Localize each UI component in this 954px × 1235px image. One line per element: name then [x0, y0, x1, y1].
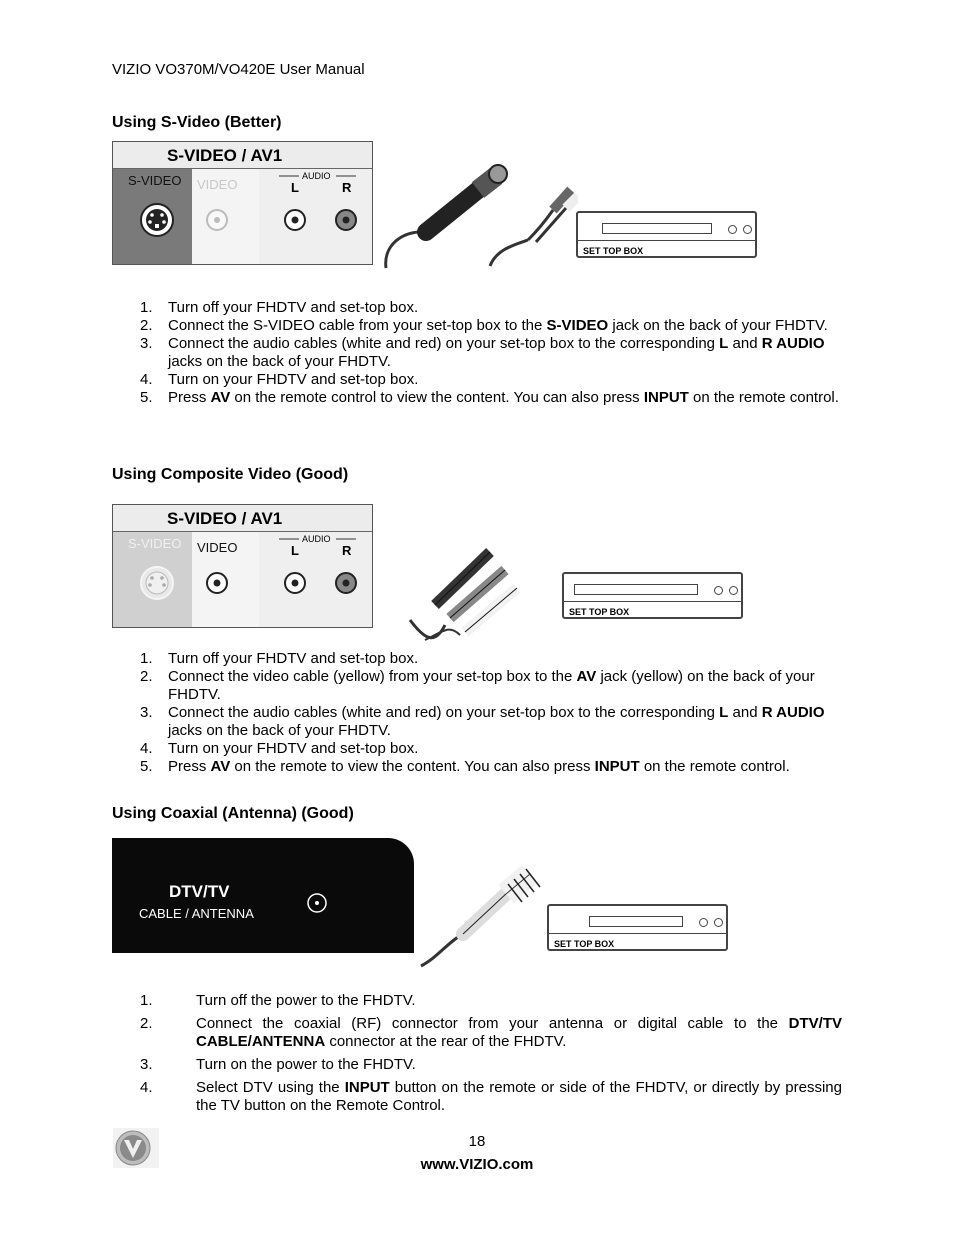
list-item: 1. Turn off the power to the FHDTV. — [140, 992, 416, 1009]
svideo-label: S-VIDEO — [128, 173, 182, 188]
list-item: 2. Connect the coaxial (RF) connector from your antenna or digital cable to the DTV/TV CABLE/ANTENNA connector at the rear of the FHDTV. — [140, 1015, 842, 1050]
panel-title: S-VIDEO / AV1 — [113, 142, 372, 169]
set-top-box-2 — [562, 572, 743, 619]
video-label: VIDEO — [197, 540, 238, 555]
audio-left-label: L — [291, 543, 299, 558]
section-title-svideo: Using S-Video (Better) — [112, 114, 282, 131]
list-item: 4. Turn on your FHDTV and set-top box. — [140, 740, 419, 757]
footer-url: www.VIZIO.com — [420, 1156, 534, 1173]
dtv-tv-label: DTV/TV — [169, 882, 230, 901]
panel-title: S-VIDEO / AV1 — [113, 505, 372, 532]
stb-knob — [729, 586, 738, 595]
stb-label: SET TOP BOX — [569, 607, 630, 617]
page-number: 18 — [468, 1133, 486, 1150]
video-column — [192, 169, 259, 265]
composite-panel-diagram — [112, 504, 373, 628]
stb-disc-slot — [602, 223, 712, 234]
composite-steps — [140, 650, 842, 776]
stb-knob — [714, 586, 723, 595]
audio-label: AUDIO — [302, 171, 331, 181]
coaxial-panel-diagram — [112, 838, 414, 953]
svideo-column — [113, 532, 192, 628]
stb-knob — [743, 225, 752, 234]
set-top-box-1 — [576, 211, 757, 258]
coax-cable-icon — [418, 862, 548, 970]
list-item: 2. Connect the S-VIDEO cable from your set-top box to the S-VIDEO jack on the back of your FHDTV. — [140, 317, 828, 334]
svideo-label: S-VIDEO — [128, 536, 182, 551]
stb-disc-slot — [574, 584, 698, 595]
svideo-panel-diagram — [112, 141, 373, 265]
stb-label: SET TOP BOX — [583, 246, 644, 256]
audio-jacks-icon — [259, 169, 373, 265]
video-jack-icon — [192, 532, 259, 628]
audio-label: AUDIO — [302, 534, 331, 544]
list-item: 1. Turn off your FHDTV and set-top box. — [140, 650, 419, 667]
video-label: VIDEO — [197, 177, 238, 192]
svideo-jack-icon — [113, 532, 192, 628]
audio-left-label: L — [291, 180, 299, 195]
rca-cables-icon — [405, 540, 530, 648]
svideo-jack-icon — [113, 169, 192, 265]
video-column — [192, 532, 259, 628]
svideo-cable-icon — [378, 160, 578, 270]
list-item: 3. Connect the audio cables (white and red) on your set-top box to the corresponding L and R AUDIO jacks on the back of your FHDTV. — [140, 704, 825, 739]
cable-antenna-label: CABLE / ANTENNA — [139, 906, 254, 921]
section-title-coaxial: Using Coaxial (Antenna) (Good) — [112, 805, 354, 822]
list-item: 3. Turn on the power to the FHDTV. — [140, 1056, 416, 1073]
list-item: 4. Select DTV using the INPUT button on the remote or side of the FHDTV, or directly by pressing the TV button on the Remote Control. — [140, 1079, 842, 1114]
stb-label: SET TOP BOX — [554, 939, 615, 949]
section-title-composite: Using Composite Video (Good) — [112, 466, 349, 483]
audio-right-label: R — [342, 543, 352, 558]
svideo-steps — [140, 299, 842, 407]
list-item: 5. Press AV on the remote control to view the content. You can also press INPUT on the remote control. — [140, 389, 839, 406]
audio-jacks-icon — [259, 532, 373, 628]
svideo-column — [113, 169, 192, 265]
coax-jack-icon — [298, 883, 338, 923]
coaxial-steps — [140, 992, 842, 1120]
list-item: 4. Turn on your FHDTV and set-top box. — [140, 371, 419, 388]
document-header: VIZIO VO370M/VO420E User Manual — [112, 61, 365, 78]
stb-knob — [699, 918, 708, 927]
stb-knob — [714, 918, 723, 927]
video-jack-icon — [192, 169, 259, 265]
list-item: 2. Connect the video cable (yellow) from your set-top box to the AV jack (yellow) on the back of your FHDTV. — [140, 668, 815, 703]
list-item: 5. Press AV on the remote to view the content. You can also press INPUT on the remote control. — [140, 758, 790, 775]
audio-right-label: R — [342, 180, 352, 195]
set-top-box-3 — [547, 904, 728, 951]
list-item: 3. Connect the audio cables (white and red) on your set-top box to the corresponding L and R AUDIO jacks on the back of your FHDTV. — [140, 335, 825, 370]
audio-column — [259, 169, 373, 265]
stb-knob — [728, 225, 737, 234]
list-item: 1. Turn off your FHDTV and set-top box. — [140, 299, 419, 316]
stb-disc-slot — [589, 916, 683, 927]
audio-column — [259, 532, 373, 628]
